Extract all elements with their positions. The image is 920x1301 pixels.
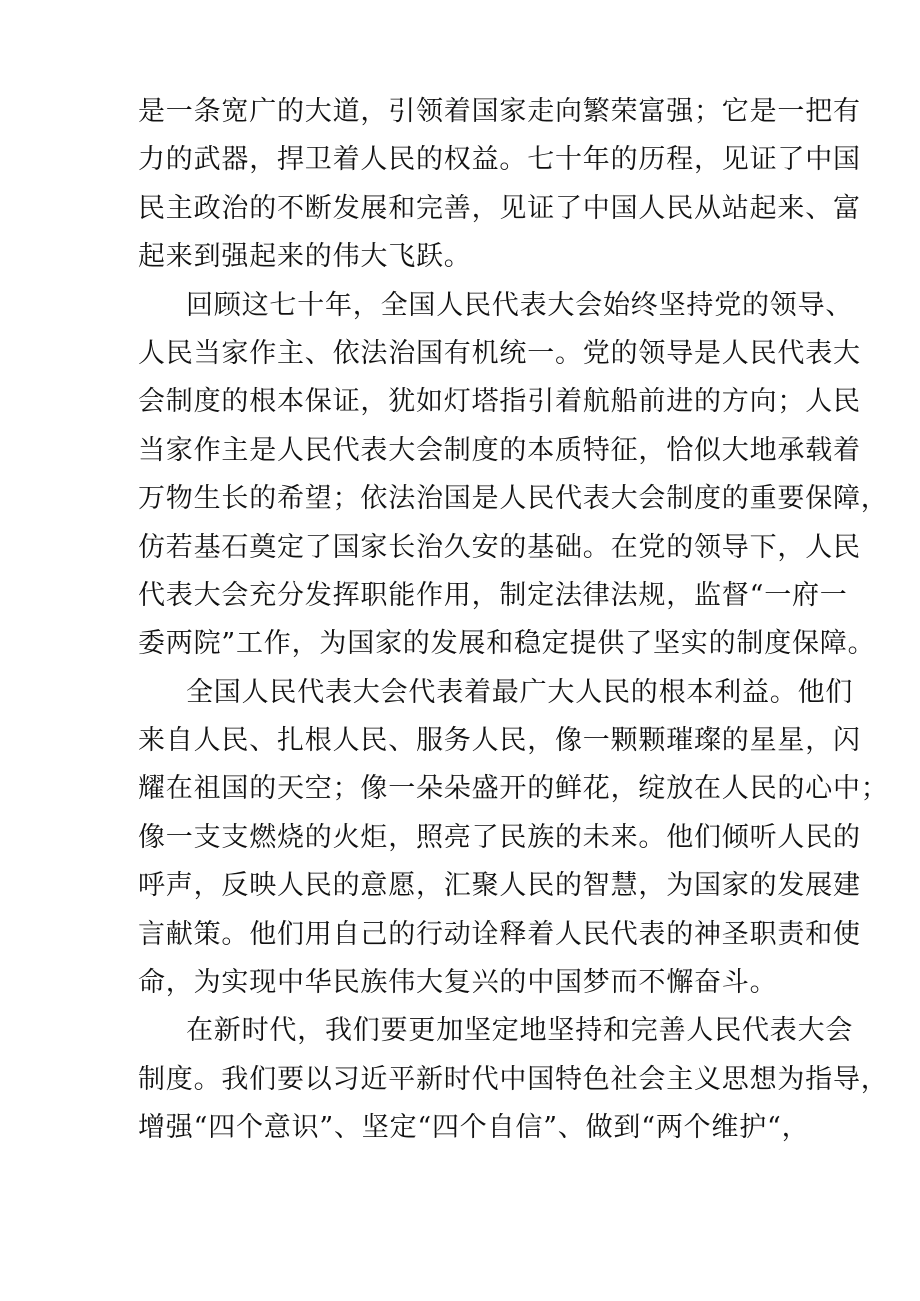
text-line: 增强“四个意识”、坚定“四个自信”、做到“两个维护“， (138, 1112, 810, 1144)
text-line: 制度。我们要以习近平新时代中国特色社会主义思想为指导， (138, 1063, 889, 1095)
text-line: 耀在祖国的天空；像一朵朵盛开的鲜花，绽放在人民的心中； (138, 773, 889, 805)
text-line: 命，为实现中华民族伟大复兴的中国梦而不懈奋斗。 (138, 967, 778, 999)
text-line: 像一支支燃烧的火炬，照亮了民族的未来。他们倾听人民的 (138, 821, 861, 853)
text-line: 当家作主是人民代表大会制度的本质特征，恰似大地承载着 (138, 434, 861, 466)
text-line: 人民当家作主、依法治国有机统一。党的领导是人民代表大 (138, 337, 861, 369)
text-line: 言献策。他们用自己的行动诠释着人民代表的神圣职责和使 (138, 918, 861, 950)
text-line: 力的武器，捍卫着人民的权益。七十年的历程，见证了中国 (138, 144, 861, 176)
text-line: 起来到强起来的伟大飞跃。 (138, 241, 472, 273)
text-line: 是一条宽广的大道，引领着国家走向繁荣富强；它是一把有 (138, 96, 861, 127)
text-line: 委两院”工作，为国家的发展和稳定提供了坚实的制度保障。 (138, 628, 876, 660)
text-line: 会制度的根本保证，犹如灯塔指引着航船前进的方向；人民 (138, 386, 861, 418)
text-line: 来自人民、扎根人民、服务人民，像一颗颗璀璨的星星，闪 (138, 725, 861, 757)
text-line: 代表大会充分发挥职能作用，制定法律法规，监督“一府一 (138, 579, 848, 611)
text-line: 呼声，反映人民的意愿，汇聚人民的智慧，为国家的发展建 (138, 870, 861, 902)
paragraph-first-line: 回顾这七十年，全国人民代表大会始终坚持党的领导、 (186, 289, 854, 321)
text-line: 仿若基石奠定了国家长治久安的基础。在党的领导下，人民 (138, 531, 861, 563)
text-line: 万物生长的希望；依法治国是人民代表大会制度的重要保障， (138, 483, 889, 515)
paragraph-first-line: 在新时代，我们要更加坚定地坚持和完善人民代表大会 (186, 1015, 854, 1047)
document-body (138, 88, 889, 1153)
paragraph-first-line: 全国人民代表大会代表着最广大人民的根本利益。他们 (186, 676, 854, 708)
text-line: 民主政治的不断发展和完善，见证了中国人民从站起来、富 (138, 192, 861, 224)
